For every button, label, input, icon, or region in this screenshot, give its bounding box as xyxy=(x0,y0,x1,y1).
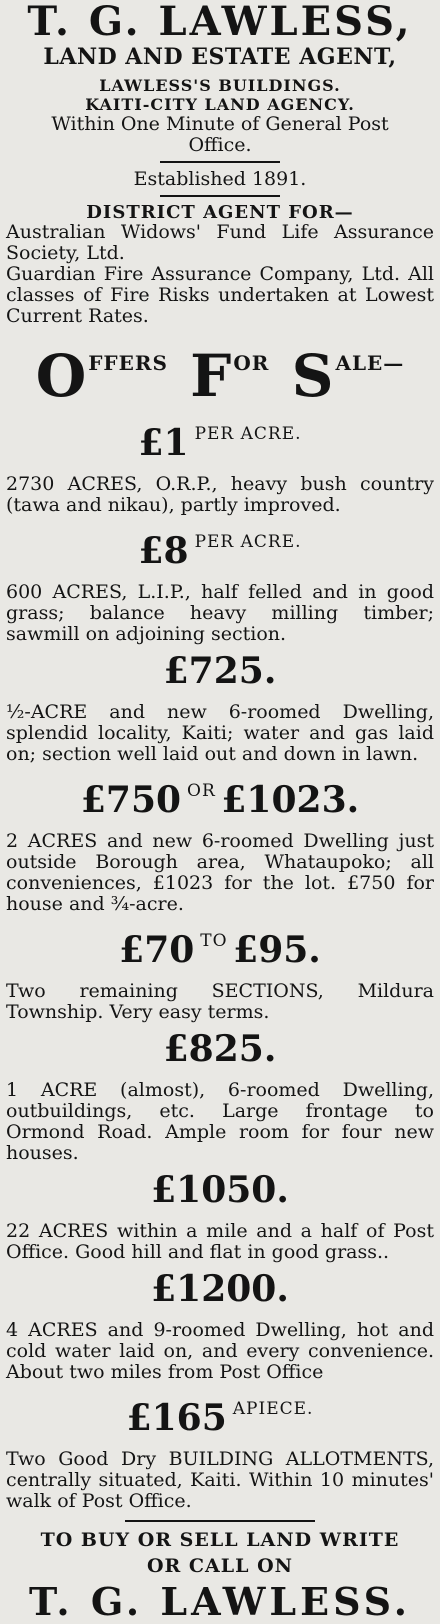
listing-text: 600 ACRES, L.I.P., half felled and in good grass; balance heavy milling timber; sawmill on adjoining section. xyxy=(6,581,434,645)
district-line-2: Guardian Fire Assurance Company, Ltd. All classes of Fire Risks undertaken at Lowest Current Rates. xyxy=(6,263,434,327)
listing-price: £825. xyxy=(163,1028,277,1070)
listing-text: 2730 ACRES, O.R.P., heavy bush country (tawa and nikau), partly improved. xyxy=(6,473,434,516)
listing-text: 1 ACRE (almost), 6-roomed Dwelling, outbuildings, etc. Large frontage to Ormond Road. Ample room for four new houses. xyxy=(6,1079,434,1164)
divider xyxy=(160,195,280,197)
listing-text: 2 ACRES and new 6-roomed Dwelling just outside Borough area, Whataupoko; all conveniences, £1023 for the lot. £750 for house and ¾-acre. xyxy=(6,830,434,915)
agent-name: T. G. LAWLESS, xyxy=(27,0,413,45)
listing-text: 22 ACRES within a mile and a half of Post Office. Good hill and flat in good grass.. xyxy=(6,1220,434,1263)
listing-price: £70 TO £95. xyxy=(119,929,321,971)
listing-text: Two Good Dry BUILDING ALLOTMENTS, centrally situated, Kaiti. Within 10 minutes' walk of Post Office. xyxy=(6,1448,434,1512)
footer-line-2: OR CALL ON xyxy=(146,1555,294,1577)
listing-price: £1 PER ACRE. xyxy=(138,422,302,464)
listing-text: Two remaining SECTIONS, Mildura Township. Very easy terms. xyxy=(6,980,434,1023)
building-name: LAWLESS'S BUILDINGS. xyxy=(99,76,341,95)
listing-price: £1050. xyxy=(151,1169,289,1211)
listing-text: 4 ACRES and 9-roomed Dwelling, hot and cold water laid on, and every convenience. About two miles from Post Office xyxy=(6,1319,434,1383)
divider xyxy=(160,161,280,163)
footer-line-1: TO BUY OR SELL LAND WRITE xyxy=(40,1529,400,1551)
district-line-1: Australian Widows' Fund Life Assurance Society, Ltd. xyxy=(6,221,434,264)
location-line: Within One Minute of General Post Office. xyxy=(51,113,389,156)
offers-for-sale-heading: $O^{FFERS}$ $F^{OR}$ $S^{ALE—}$ xyxy=(35,342,405,410)
district-heading: DISTRICT AGENT FOR— xyxy=(86,202,354,223)
agent-title: LAND AND ESTATE AGENT, xyxy=(43,44,397,70)
listing-price: £750 OR £1023. xyxy=(80,779,360,821)
agency-name: KAITI-CITY LAND AGENCY. xyxy=(85,95,355,114)
listing-price: £725. xyxy=(163,650,277,692)
listing-text: ½-ACRE and new 6-roomed Dwelling, splendid locality, Kaiti; water and gas laid on; section well laid out and down in lawn. xyxy=(6,701,434,765)
divider xyxy=(125,1520,315,1522)
signature: T. G. LAWLESS. xyxy=(29,1579,411,1624)
listing-price: £8 PER ACRE. xyxy=(138,530,302,572)
established-line: Established 1891. xyxy=(133,168,307,190)
listing-price: £165 APIECE. xyxy=(126,1397,314,1439)
listing-price: £1200. xyxy=(151,1268,289,1310)
